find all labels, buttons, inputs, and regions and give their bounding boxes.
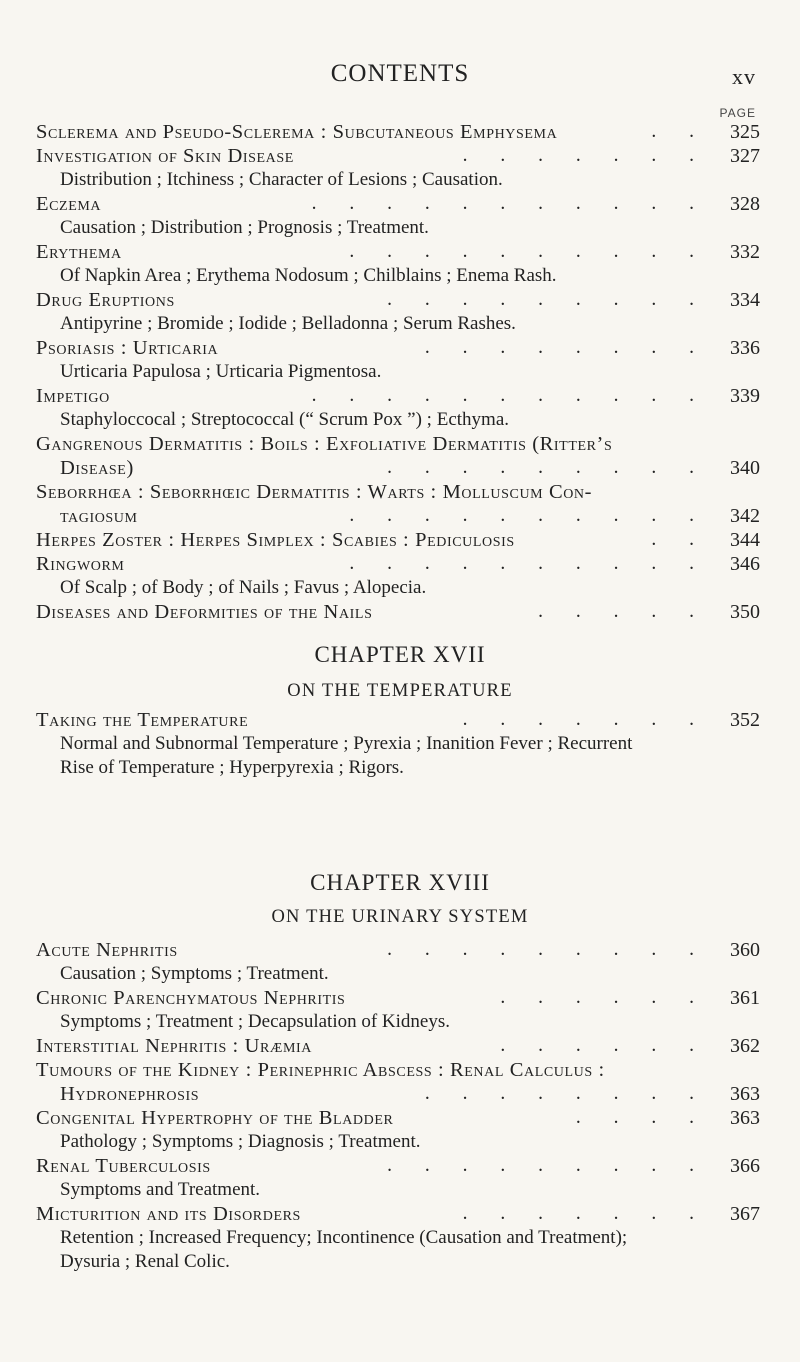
entry-subtopics: Staphyloccocal ; Streptococcal (“ Scrum Pox ”) ; Ecthyma. xyxy=(60,409,509,430)
page-ref: 366 xyxy=(730,1155,760,1177)
entry-subtopics: Pathology ; Symptoms ; Diagnosis ; Treatment. xyxy=(60,1131,421,1152)
page-ref: 328 xyxy=(730,193,760,215)
chapter-subheading: ON THE TEMPERATURE xyxy=(287,681,513,701)
chapter-subheading: ON THE URINARY SYSTEM xyxy=(271,907,529,927)
toc-entry[interactable] xyxy=(36,1034,760,1058)
toc-entry[interactable] xyxy=(36,552,760,576)
entry-title: Drug Eruptions xyxy=(36,289,175,311)
toc-entry[interactable] xyxy=(36,336,760,360)
running-title: CONTENTS xyxy=(330,60,470,87)
dot-leader: . . . . . . . . . . . xyxy=(311,193,708,214)
dot-leader: . . . . . . . . . . . xyxy=(311,385,708,406)
entry-subtopics: Dysuria ; Renal Colic. xyxy=(60,1251,230,1272)
entry-subtopics: Of Napkin Area ; Erythema Nodosum ; Chilblains ; Enema Rash. xyxy=(60,265,557,286)
toc-entry[interactable] xyxy=(36,384,760,408)
toc-entry[interactable] xyxy=(36,708,760,732)
toc-entry[interactable] xyxy=(36,938,760,962)
entry-title: Taking the Temperature xyxy=(36,709,249,731)
entry-title: Diseases and Deformities of the Nails xyxy=(36,601,373,623)
dot-leader: . . . . . . . . . xyxy=(387,939,708,960)
entry-subtopics: Of Scalp ; of Body ; of Nails ; Favus ; Alopecia. xyxy=(60,577,427,598)
entry-subtopics: Retention ; Increased Frequency; Incontinence (Causation and Treatment); xyxy=(60,1227,628,1248)
page-ref: 336 xyxy=(730,337,760,359)
entry-title: Acute Nephritis xyxy=(36,939,178,961)
dot-leader: . . . . . . . . . xyxy=(387,457,708,478)
page-ref: 352 xyxy=(730,709,760,731)
entry-subtopics: Antipyrine ; Bromide ; Iodide ; Belladonna ; Serum Rashes. xyxy=(60,313,516,334)
entry-title: Investigation of Skin Disease xyxy=(36,145,294,167)
dot-leader: . . . . xyxy=(575,1107,708,1128)
toc-entry[interactable] xyxy=(36,1106,760,1130)
entry-title: Chronic Parenchymatous Nephritis xyxy=(36,987,346,1009)
page-ref: 363 xyxy=(730,1083,760,1105)
toc-entry[interactable] xyxy=(36,432,760,456)
entry-subtopics: Symptoms and Treatment. xyxy=(60,1179,261,1200)
page-ref: 361 xyxy=(730,987,760,1009)
dot-leader: . . . . . . . . . . xyxy=(349,241,708,262)
page-ref: 340 xyxy=(730,457,760,479)
page-ref: 332 xyxy=(730,241,760,263)
entry-title: Seborrhœa : Seborrhœic Dermatitis : Warts : Molluscum Con- xyxy=(36,481,593,503)
entry-title: Eczema xyxy=(36,193,102,215)
page-number: xv xyxy=(732,64,756,89)
dot-leader: . . . . . . . . xyxy=(424,1083,708,1104)
entry-title: Congenital Hypertrophy of the Bladder xyxy=(36,1107,394,1129)
page-ref: 344 xyxy=(730,529,760,551)
dot-leader: . . . . . . . xyxy=(462,145,708,166)
page-ref: 327 xyxy=(730,145,760,167)
dot-leader: . . . . . . . . . . xyxy=(349,505,708,526)
entry-title-continued: Disease) xyxy=(60,457,134,479)
toc-entry[interactable] xyxy=(36,120,760,144)
chapter-heading: CHAPTER XVII xyxy=(314,642,486,667)
toc-entry[interactable] xyxy=(36,240,760,264)
toc-entry[interactable] xyxy=(36,192,760,216)
page-ref: 339 xyxy=(730,385,760,407)
toc-entry-continuation[interactable] xyxy=(36,504,760,528)
page-header xyxy=(0,60,800,100)
dot-leader: . . . . . . xyxy=(500,1035,708,1056)
toc-entry[interactable] xyxy=(36,600,760,624)
dot-leader: . . . . . . . . . . xyxy=(349,553,708,574)
toc-section xyxy=(36,938,760,1274)
entry-subtopics: Causation ; Distribution ; Prognosis ; Treatment. xyxy=(60,217,429,238)
entry-title: Impetigo xyxy=(36,385,110,407)
dot-leader: . . . . . . . xyxy=(462,1203,708,1224)
entry-title-continued: tagiosum xyxy=(60,505,138,527)
entry-title: Interstitial Nephritis : Uræmia xyxy=(36,1035,312,1057)
toc-entry[interactable] xyxy=(36,1202,760,1226)
dot-leader: . . xyxy=(651,121,708,142)
dot-leader: . . . . . . xyxy=(500,987,708,1008)
entry-subtopics: Normal and Subnormal Temperature ; Pyrexia ; Inanition Fever ; Recurrent xyxy=(60,733,633,754)
entry-title: Ringworm xyxy=(36,553,125,575)
toc-entry[interactable] xyxy=(36,1058,760,1082)
page-ref: 342 xyxy=(730,505,760,527)
dot-leader: . . . . . . . . . xyxy=(387,289,708,310)
toc-entry-continuation[interactable] xyxy=(36,1082,760,1106)
toc-entry-continuation[interactable] xyxy=(36,456,760,480)
toc-entry[interactable] xyxy=(36,480,760,504)
entry-subtopics: Causation ; Symptoms ; Treatment. xyxy=(60,963,329,984)
toc-entry[interactable] xyxy=(36,1154,760,1178)
dot-leader: . . xyxy=(651,529,708,550)
dot-leader: . . . . . . . . . xyxy=(387,1155,708,1176)
page-ref: 367 xyxy=(730,1203,760,1225)
page-column-label: PAGE xyxy=(719,106,756,120)
entry-subtopics: Distribution ; Itchiness ; Character of Lesions ; Causation. xyxy=(60,169,503,190)
entry-title-continued: Hydronephrosis xyxy=(60,1083,200,1105)
dot-leader: . . . . . . . xyxy=(462,709,708,730)
page-ref: 334 xyxy=(730,289,760,311)
page-ref: 360 xyxy=(730,939,760,961)
entry-title: Tumours of the Kidney : Perinephric Abscess : Renal Calculus : xyxy=(36,1059,605,1081)
entry-title: Micturition and its Disorders xyxy=(36,1203,301,1225)
toc-section xyxy=(36,120,760,624)
entry-subtopics: Rise of Temperature ; Hyperpyrexia ; Rigors. xyxy=(60,757,404,778)
toc-section xyxy=(36,708,760,780)
entry-title: Renal Tuberculosis xyxy=(36,1155,211,1177)
entry-subtopics: Symptoms ; Treatment ; Decapsulation of Kidneys. xyxy=(60,1011,451,1032)
page-ref: 346 xyxy=(730,553,760,575)
entry-title: Herpes Zoster : Herpes Simplex : Scabies : Pediculosis xyxy=(36,529,515,551)
toc-entry[interactable] xyxy=(36,986,760,1010)
dot-leader: . . . . . xyxy=(538,601,708,622)
dot-leader: . . . . . . . . xyxy=(424,337,708,358)
entry-subtopics: Urticaria Papulosa ; Urticaria Pigmentosa. xyxy=(60,361,382,382)
page-ref: 325 xyxy=(730,121,760,143)
entry-title: Psoriasis : Urticaria xyxy=(36,337,219,359)
chapter-heading: CHAPTER XVIII xyxy=(310,870,490,895)
toc-entry[interactable] xyxy=(36,528,760,552)
entry-title: Erythema xyxy=(36,241,122,263)
page-ref: 350 xyxy=(730,601,760,623)
toc-entry[interactable] xyxy=(36,288,760,312)
entry-title: Gangrenous Dermatitis : Boils : Exfoliative Dermatitis (Ritter’s xyxy=(36,433,613,455)
toc-entry[interactable] xyxy=(36,144,760,168)
entry-title: Sclerema and Pseudo-Sclerema : Subcutaneous Emphysema xyxy=(36,121,558,143)
page-ref: 363 xyxy=(730,1107,760,1129)
page-ref: 362 xyxy=(730,1035,760,1057)
